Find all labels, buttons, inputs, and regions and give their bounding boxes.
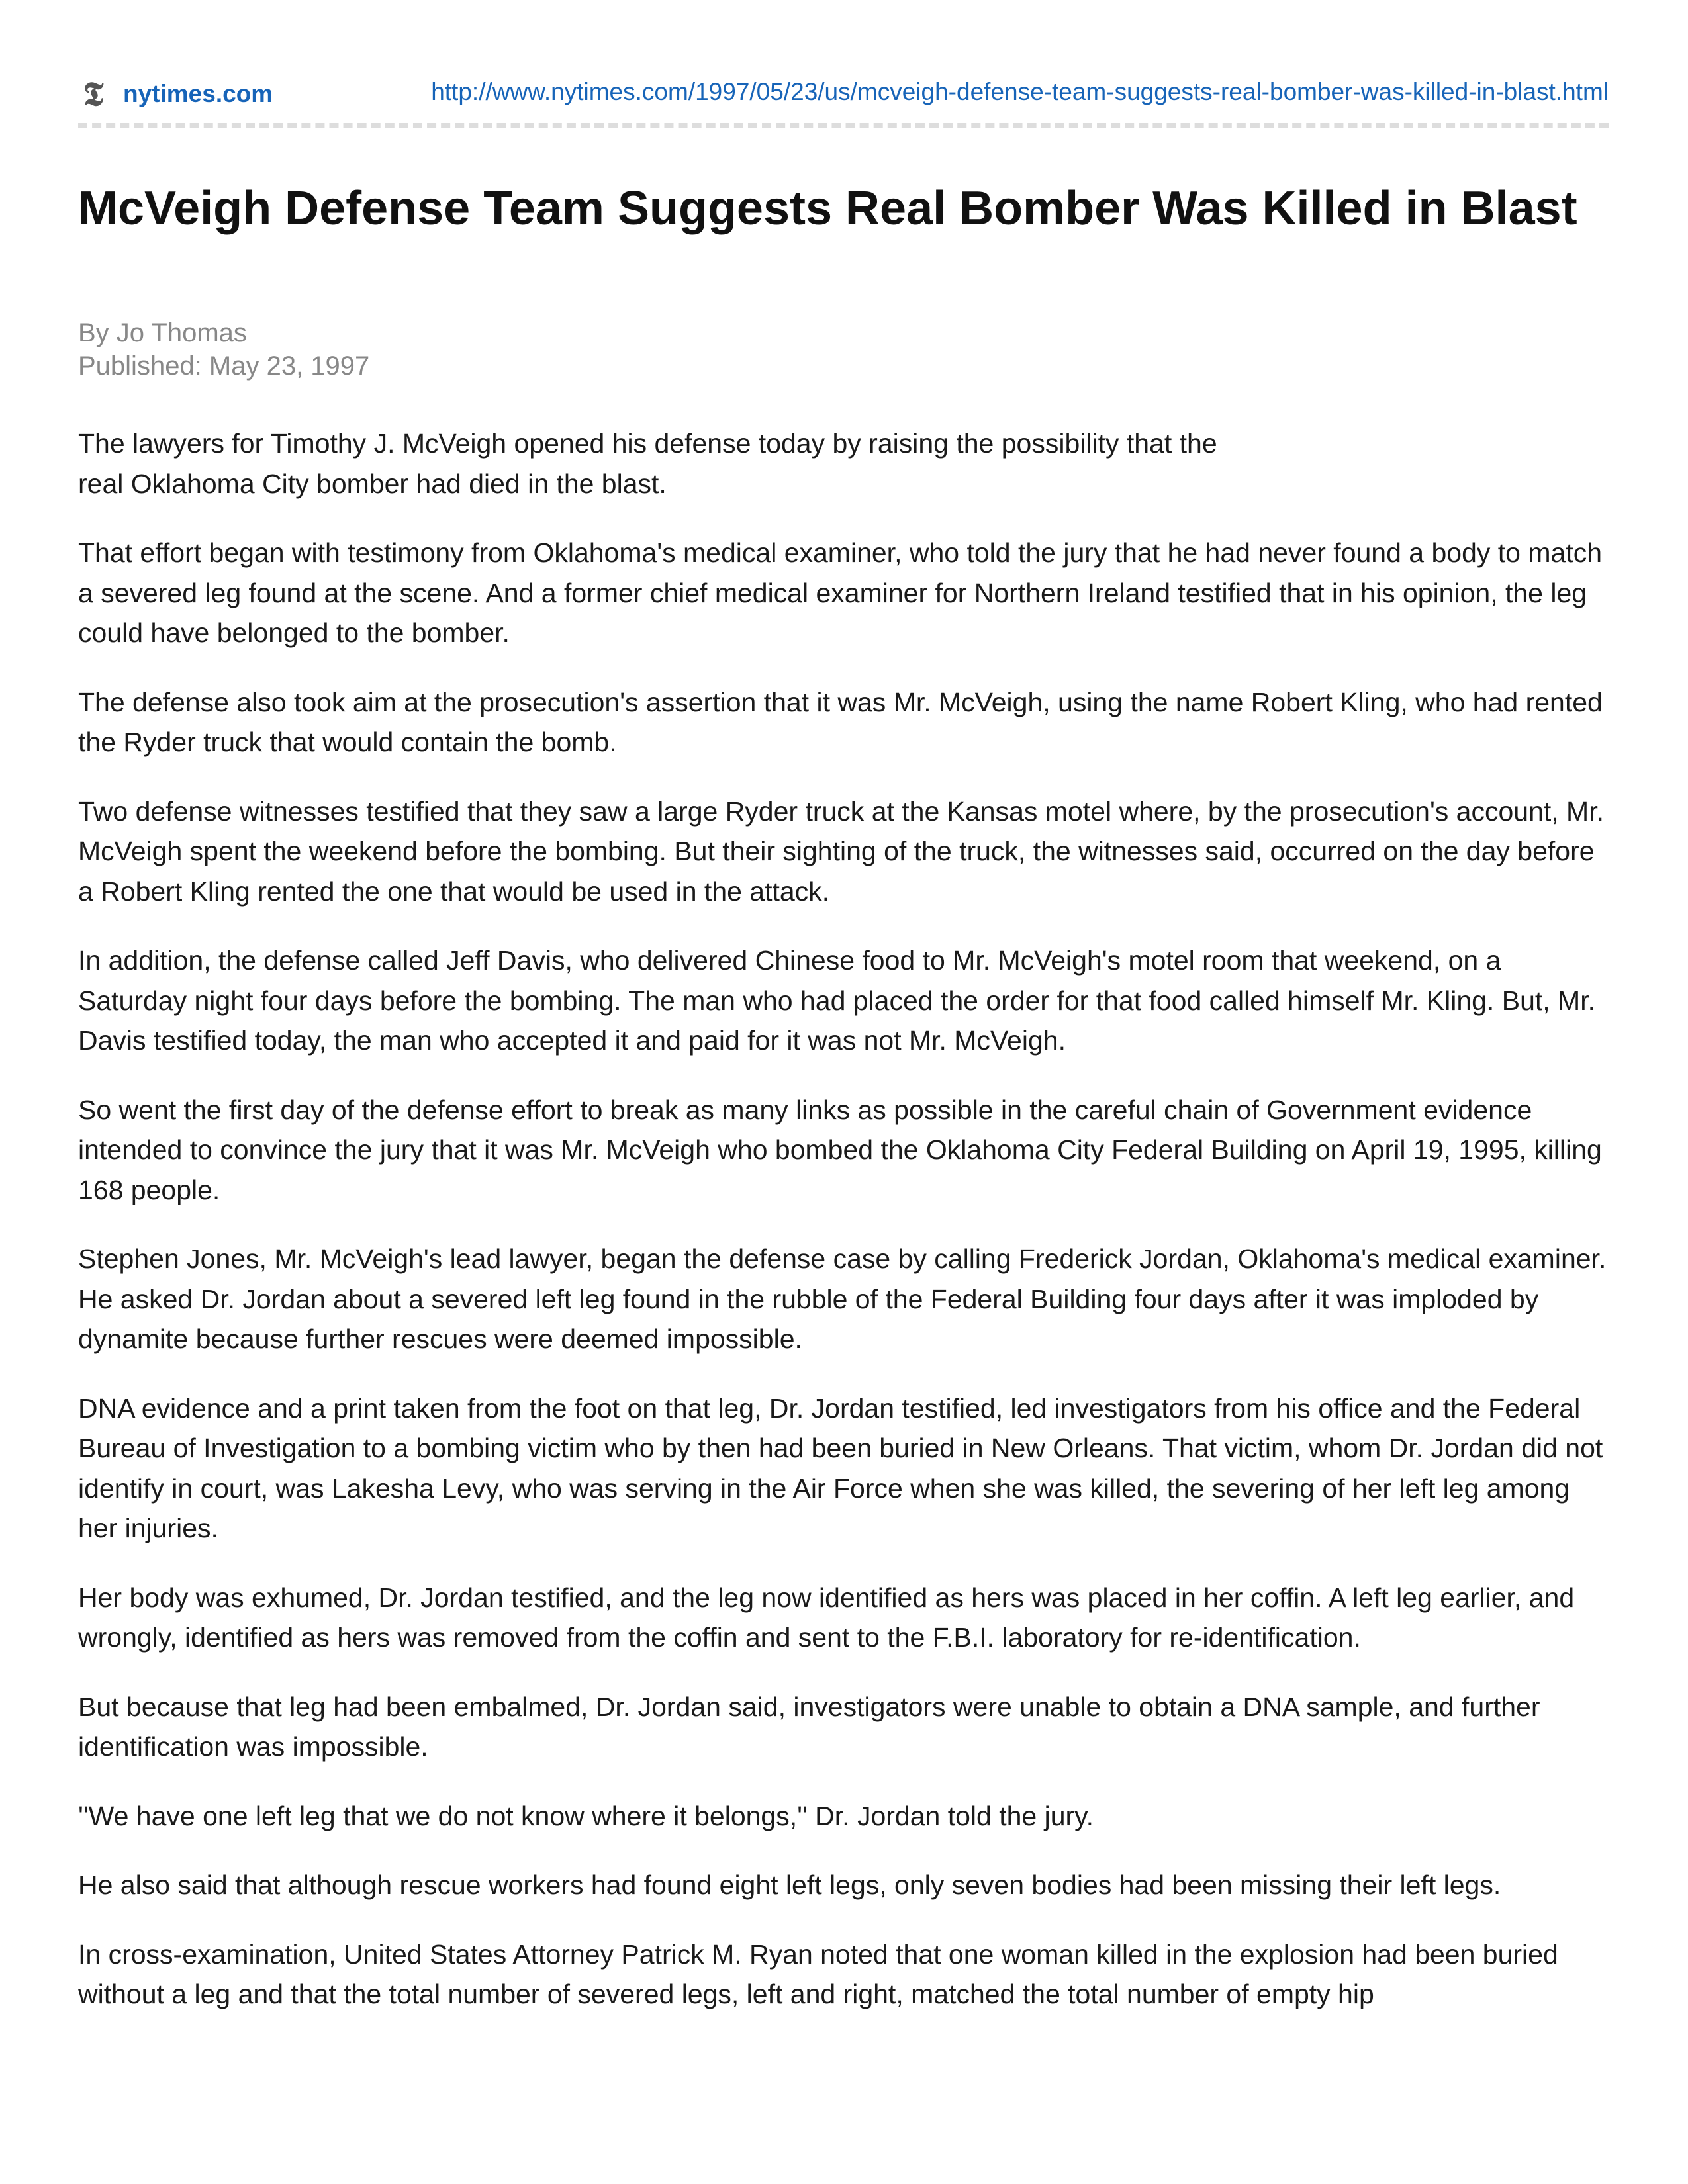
site-name-link[interactable]: nytimes.com bbox=[123, 80, 273, 107]
article-paragraph: But because that leg had been embalmed, Dr. Jordan said, investigators were unable to obtain a DNA sample, and further identification was impossible. bbox=[78, 1691, 1540, 1762]
article-meta bbox=[78, 316, 369, 383]
article-paragraph: The defense also took aim at the prosecution's assertion that it was Mr. McVeigh, using the name Robert Kling, who had rented the Ryder truck that would contain the bomb. bbox=[78, 686, 1603, 757]
article-paragraph: ''We have one left leg that we do not know where it belongs,'' Dr. Jordan told the jury. bbox=[78, 1800, 1094, 1831]
nyt-logo-icon: 𝕿 bbox=[83, 74, 104, 113]
article-title: McVeigh Defense Team Suggests Real Bomber Was Killed in Blast bbox=[78, 182, 1577, 235]
article-paragraph: That effort began with testimony from Oklahoma's medical examiner, who told the jury that he had never found a body to match a severed leg found at the scene. And a former chief medical examiner for Northern Ireland testified that in his opinion, the leg could have belonged to the bomber. bbox=[78, 537, 1603, 648]
article-paragraph: In cross-examination, United States Attorney Patrick M. Ryan noted that one woman killed in the explosion had been buried without a leg and that the total number of severed legs, left and right, matched the total number of empty hip bbox=[78, 1938, 1558, 2009]
article-url-link[interactable]: http://www.nytimes.com/1997/05/23/us/mcveigh-defense-team-suggests-real-bomber-was-killed-in-blast.html bbox=[431, 78, 1609, 105]
article-paragraph: Her body was exhumed, Dr. Jordan testified, and the leg now identified as hers was placed in her coffin. A left leg earlier, and wrongly, identified as hers was removed from the coffin and sent to the F.B.I. laboratory for re-identification. bbox=[78, 1582, 1575, 1653]
article-paragraph: In addition, the defense called Jeff Davis, who delivered Chinese food to Mr. McVeigh's motel room that weekend, on a Saturday night four days before the bombing. The man who had placed the order for that food called himself Mr. Kling. But, Mr. Davis testified today, the man who accepted it and paid for it was not Mr. McVeigh. bbox=[78, 945, 1595, 1056]
publish-date: Published: May 23, 1997 bbox=[78, 351, 370, 381]
page-header bbox=[78, 0, 1609, 130]
article-paragraph: Stephen Jones, Mr. McVeigh's lead lawyer, began the defense case by calling Frederick Jordan, Oklahoma's medical examiner. He asked Dr. Jordan about a severed left leg found in the rubble of the Federal Building four days after it was imploded by dynamite because further rescues were deemed impossible. bbox=[78, 1244, 1607, 1354]
header-divider bbox=[78, 123, 1609, 128]
article-paragraph: Two defense witnesses testified that they saw a large Ryder truck at the Kansas motel where, by the prosecution's account, Mr. McVeigh spent the weekend before the bombing. But their sighting of the truck, the witnesses said, occurred on the day before a Robert Kling rented the one that would be used in the attack. bbox=[78, 796, 1604, 907]
site-brand[interactable] bbox=[78, 74, 273, 114]
article-paragraph: He also said that although rescue workers had found eight left legs, only seven bodies had been missing their left legs. bbox=[78, 1870, 1501, 1900]
byline: By Jo Thomas bbox=[78, 318, 247, 347]
article-paragraph: The lawyers for Timothy J. McVeigh opened his defense today by raising the possibility that the real Oklahoma City bomber had died in the blast. bbox=[78, 428, 1217, 499]
article-paragraph: DNA evidence and a print taken from the foot on that leg, Dr. Jordan testified, led investigators from his office and the Federal Bureau of Investigation to a bombing victim who by then had been buried in New Orleans. That victim, whom Dr. Jordan did not identify in court, was Lakesha Levy, who was serving in the Air Force when she was killed, the severing of her left leg among her injuries. bbox=[78, 1392, 1603, 1543]
document-page bbox=[78, 0, 1609, 2009]
article-body bbox=[78, 424, 1609, 2044]
article-paragraph: So went the first day of the defense effort to break as many links as possible in the careful chain of Government evidence intended to convince the jury that it was Mr. McVeigh who bombed the Oklahoma City Federal Building on April 19, 1995, killing 168 people. bbox=[78, 1094, 1602, 1205]
